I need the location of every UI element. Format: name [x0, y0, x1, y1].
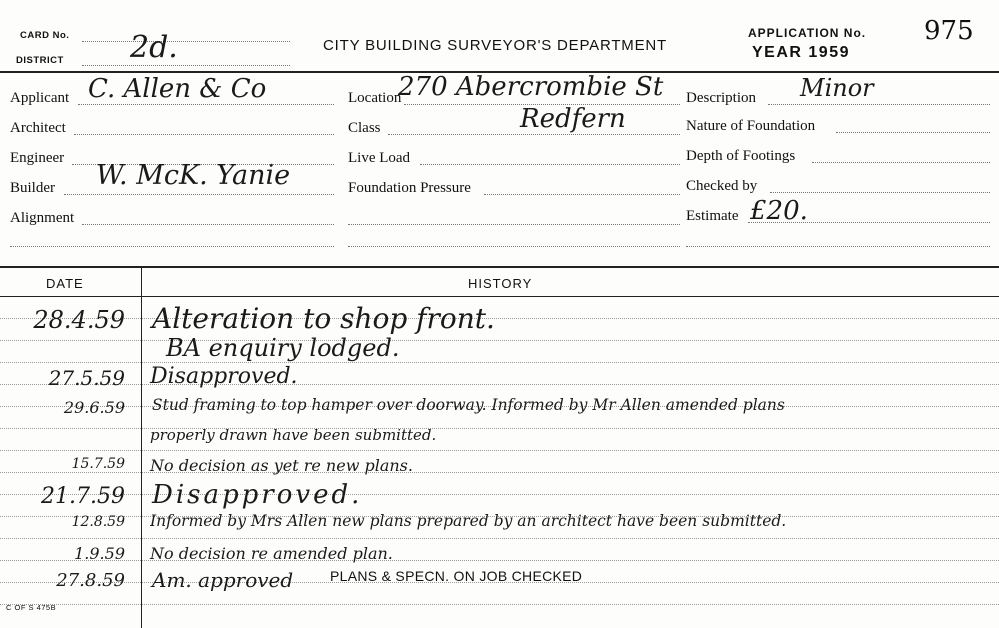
history-text: Informed by Mrs Allen new plans prepared by an architect have been submitted. — [150, 512, 787, 530]
checked-by-label: Checked by — [686, 178, 758, 194]
history-text: Am. approved — [152, 568, 294, 592]
history-header: HISTORY — [468, 276, 533, 291]
district-value: 2d. — [130, 30, 178, 65]
application-no-label: APPLICATION No. — [748, 26, 867, 40]
history-text: Disapproved. — [150, 364, 298, 389]
history-date: 27.5.59 — [48, 366, 125, 390]
district-line — [82, 65, 290, 66]
applicant-line — [78, 104, 334, 105]
estimate-value: £20. — [750, 196, 808, 226]
live-load-label: Live Load — [348, 150, 411, 166]
estimate-label: Estimate — [686, 208, 739, 224]
department-title: CITY BUILDING SURVEYOR'S DEPARTMENT — [323, 37, 667, 54]
checked-by-line — [770, 192, 990, 193]
form-code: C OF S 475B — [6, 603, 57, 612]
history-text: properly drawn have been submitted. — [150, 426, 437, 444]
foundation-pressure-label: Foundation Pressure — [348, 180, 471, 196]
architect-label: Architect — [10, 120, 66, 136]
alignment-line — [82, 224, 334, 225]
architect-line — [74, 134, 334, 135]
location-label: Location — [348, 90, 402, 106]
card-no-line — [82, 41, 290, 42]
class-line — [388, 134, 680, 135]
alignment-label: Alignment — [10, 210, 75, 226]
blank-line-mid-1 — [348, 224, 680, 225]
history-header-rule — [0, 296, 999, 297]
history-text: Alteration to shop front. — [152, 302, 495, 335]
applicant-value: C. Allen & Co — [88, 74, 267, 104]
engineer-label: Engineer — [10, 150, 65, 166]
date-column-divider — [141, 266, 142, 628]
blank-line-mid-2 — [348, 246, 680, 247]
rule-line — [0, 538, 999, 539]
history-text: Disapproved. — [152, 480, 363, 510]
rule-line — [0, 318, 999, 319]
location-value: 270 Abercrombie St — [398, 72, 664, 102]
live-load-line — [420, 164, 680, 165]
blank-line-right — [686, 246, 990, 247]
rule-line — [0, 604, 999, 605]
history-date: 15.7.59 — [71, 456, 125, 472]
description-label: Description — [686, 90, 756, 106]
depth-of-footings-label: Depth of Footings — [686, 148, 796, 164]
blank-line-left — [10, 246, 334, 247]
history-text: No decision re amended plan. — [150, 544, 393, 563]
rule-line — [0, 340, 999, 341]
plans-checked-stamp: PLANS & SPECN. ON JOB CHECKED — [330, 568, 583, 584]
foundation-pressure-line — [484, 194, 680, 195]
year-label: YEAR 1959 — [752, 44, 850, 61]
rule-line — [0, 450, 999, 451]
applicant-label: Applicant — [10, 90, 70, 106]
history-text: BA enquiry lodged. — [166, 334, 400, 362]
nature-of-foundation-label: Nature of Foundation — [686, 118, 816, 134]
history-date: 28.4.59 — [33, 306, 125, 334]
card-no-label: CARD No. — [20, 30, 70, 41]
nature-of-foundation-line — [836, 132, 990, 133]
history-date: 12.8.59 — [71, 514, 125, 530]
description-line — [768, 104, 990, 105]
description-value: Minor — [800, 74, 874, 102]
district-label: DISTRICT — [16, 55, 64, 66]
rule-line — [0, 362, 999, 363]
history-text: Stud framing to top hamper over doorway. Informed by Mr Allen amended plans — [152, 396, 785, 414]
builder-label: Builder — [10, 180, 55, 196]
application-no-value: 975 — [924, 16, 974, 46]
history-top-rule — [0, 266, 999, 268]
class-label: Class — [348, 120, 381, 136]
location-value-2: Redfern — [520, 104, 626, 134]
builder-line — [64, 194, 334, 195]
history-date: 21.7.59 — [41, 484, 125, 509]
builder-value: W. McK. Yanie — [96, 160, 291, 191]
depth-of-footings-line — [812, 162, 990, 163]
date-header: DATE — [46, 276, 84, 291]
history-date: 1.9.59 — [74, 544, 125, 563]
history-text: No decision as yet re new plans. — [150, 456, 413, 475]
history-date: 27.8.59 — [56, 570, 125, 591]
history-date: 29.6.59 — [63, 398, 125, 417]
rule-line — [0, 494, 999, 495]
